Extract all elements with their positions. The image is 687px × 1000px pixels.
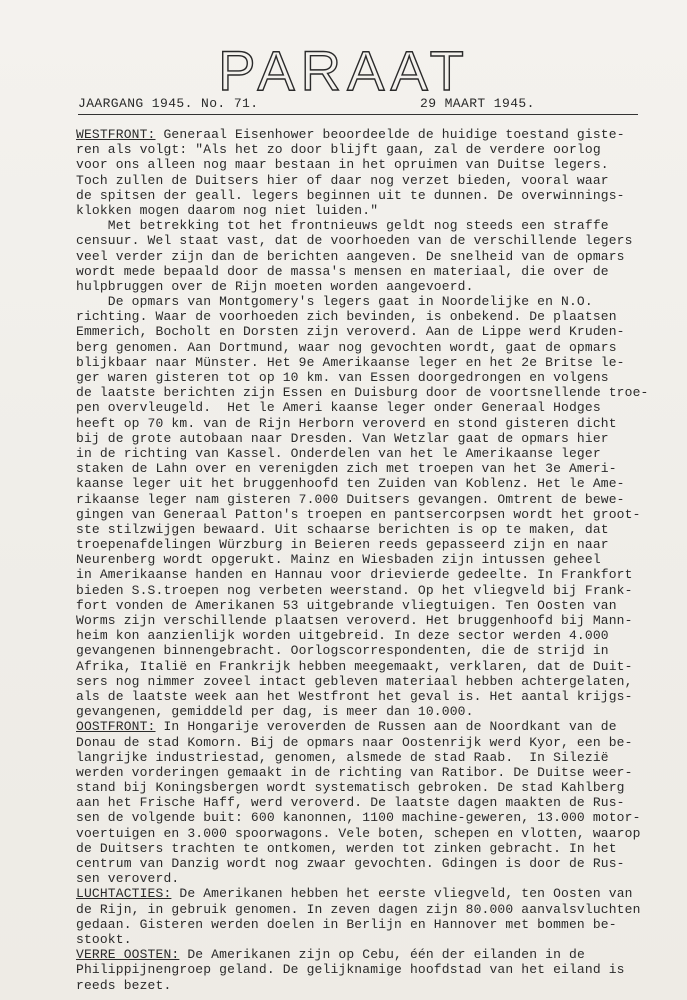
line-text: klokken mogen daarom nog niet luiden." <box>76 202 379 218</box>
line-text: centrum van Danzig wordt nog zwaar gevochten. Gdingen is door de Rus- <box>76 856 625 871</box>
line-text: ren als volgt: "Als het zo door blijft gaan, zal de verdere oorlog <box>76 142 601 158</box>
section-heading: LUCHTACTIES: <box>76 886 172 902</box>
line-text: kaanse leger uit het bruggenhoofd ten Zuiden van Koblenz. Het le Ame- <box>76 476 625 492</box>
line-text: Neurenberg wordt opgerukt. Mainz en Wiesbaden zijn intussen geheel <box>76 552 601 568</box>
text-line <box>76 902 656 917</box>
text-line <box>76 385 656 400</box>
line-text: Emmerich, Bocholt en Dorsten zijn veroverd. Aan de Lippe werd Kruden- <box>76 324 625 340</box>
line-text: hulpbruggen over de Rijn moeten worden aangevoerd. <box>76 278 474 294</box>
text-line <box>76 294 656 309</box>
text-line <box>76 218 656 233</box>
line-text: in Amerikaanse handen en Hannau voor drievierde gedeelte. In Frankfort <box>76 567 633 583</box>
line-text: wordt mede bepaald door de massa's mensen en materiaal, die over de <box>76 263 609 279</box>
text-line <box>76 279 656 294</box>
text-line <box>76 674 656 689</box>
text-line <box>76 431 656 446</box>
text-line <box>76 340 656 355</box>
text-line <box>76 932 656 947</box>
line-text: veel verder zijn dan de berichten aangeven. De snelheid van de opmars <box>76 248 625 264</box>
text-line <box>76 598 656 613</box>
issue-date: 29 MAART 1945. <box>420 96 535 111</box>
line-text: Philippijnengroep geland. De gelijknamige hoofdstad van het eiland is <box>76 962 625 978</box>
text-line <box>76 552 656 567</box>
line-text: staken de Lahn over en verenigden zich met troepen van het 3e Ameri- <box>76 461 617 477</box>
text-line <box>76 446 656 461</box>
line-text: reeds bezet. <box>76 977 172 993</box>
text-line <box>76 978 656 993</box>
text-line <box>76 309 656 324</box>
line-text: ste stilzwijgen bewaard. Uit schaarse berichten is op te maken, dat <box>76 521 609 537</box>
line-text: richting. Waar de voorhoeden zich bevinden, is onbekend. De plaatsen <box>76 309 617 325</box>
line-text: de Rijn, in gebruik genomen. In zeven dagen zijn 80.000 aanvalsvluchten <box>76 901 641 917</box>
line-text: fort vonden de Amerikanen 53 uitgebrande vliegtuigen. Ten Oosten van <box>76 597 617 613</box>
text-line <box>76 400 656 415</box>
text-line <box>76 461 656 476</box>
text-line <box>76 613 656 628</box>
text-line <box>76 826 656 841</box>
text-line <box>76 689 656 704</box>
section-luchtacties <box>76 886 656 947</box>
text-line <box>76 203 656 218</box>
text-line <box>76 507 656 522</box>
line-text: de laatste berichten zijn Essen en Duisburg door de voortsnellende troe- <box>76 385 649 401</box>
masthead-title: PARAAT <box>217 40 470 98</box>
line-text: heeft op 70 km. van de Rijn Herborn veroverd en stond gisteren dicht <box>76 415 617 431</box>
line-text: gevangenen binnengebracht. Oorlogscorrespondenten, die de strijd in <box>76 643 609 659</box>
text-line <box>76 324 656 339</box>
text-line <box>76 188 656 203</box>
line-text: in de richting van Kassel. Onderdelen van het le Amerikaanse leger <box>76 445 601 461</box>
line-text: In Hongarije veroverden de Russen aan de Noordkant van de <box>155 719 617 735</box>
text-line <box>76 157 656 172</box>
text-line <box>76 370 656 385</box>
text-line <box>76 917 656 932</box>
text-line <box>76 567 656 582</box>
masthead-logo <box>174 40 514 98</box>
line-text: werden vorderingen gemaakt in de richting van Ratibor. De Duitse weer- <box>76 764 633 780</box>
text-line <box>76 173 656 188</box>
line-text: rikaanse leger nam gisteren 7.000 Duitsers gevangen. Omtrent de bewe- <box>76 491 625 507</box>
text-line <box>76 856 656 871</box>
text-line <box>76 416 656 431</box>
article-body <box>76 127 656 993</box>
line-text: Met betrekking tot het frontnieuws geldt nog steeds een straffe <box>76 218 609 234</box>
line-text: langrijke industriestad, genomen, alsmede de stad Raab. In Silezië <box>76 749 609 765</box>
section-heading: WESTFRONT: <box>76 127 156 142</box>
section-heading: VERRE OOSTEN: <box>76 947 180 963</box>
text-line <box>76 583 656 598</box>
line-text: heim kon aanzienlijk worden uitgebreid. In deze sector werden 4.000 <box>76 628 609 644</box>
line-text: gedaan. Gisteren werden doelen in Berlijn en Hannover met bommen be- <box>76 916 617 932</box>
line-text: ger waren gisteren tot op 10 km. van Essen doorgedrongen en volgens <box>76 370 609 385</box>
line-text: Generaal Eisenhower beoordeelde de huidige toestand giste- <box>155 127 625 142</box>
text-line <box>76 841 656 856</box>
text-line <box>76 628 656 643</box>
text-line <box>76 704 656 719</box>
text-line <box>76 643 656 658</box>
text-line <box>76 264 656 279</box>
section-westfront <box>76 127 656 719</box>
section-heading: OOSTFRONT: <box>76 719 156 735</box>
line-text: Donau de stad Komorn. Bij de opmars naar Oostenrijk werd Kyor, een be- <box>76 734 633 750</box>
line-text: stand bij Koningsbergen wordt systematisch gebroken. De stad Kahlberg <box>76 780 625 796</box>
text-line <box>76 962 656 977</box>
line-text: sers nog nimmer zoveel intact gebleven materiaal hebben achtergelaten, <box>76 673 633 689</box>
text-line <box>76 750 656 765</box>
line-text: voor ons alleen nog maar bestaan in het opruimen van Duitse legers. <box>76 157 609 173</box>
text-line <box>76 886 656 901</box>
line-text: De Amerikanen hebben het eerste vliegveld, ten Oosten van <box>171 886 633 902</box>
line-text: bieden S.S.troepen nog verbeten weerstand. Op het vliegveld bij Frank- <box>76 582 633 598</box>
line-text: Afrika, Italië en Frankrijk hebben meegemaakt, verklaren, dat de Duit- <box>76 658 633 674</box>
masthead <box>0 40 687 98</box>
text-line <box>76 947 656 962</box>
issue-number: JAARGANG 1945. No. 71. <box>78 96 259 111</box>
line-text: sen de volgende buit: 600 kanonnen, 1100 machine-geweren, 13.000 motor- <box>76 810 641 826</box>
text-line <box>76 810 656 825</box>
line-text: sen veroverd. <box>76 871 180 887</box>
text-line <box>76 795 656 810</box>
line-text: pen overvleugeld. Het le Ameri kaanse leger onder Generaal Hodges <box>76 400 601 416</box>
line-text: de spitsen der geall. legers beginnen uit te dunnen. De overwinnings- <box>76 187 625 203</box>
text-line <box>76 659 656 674</box>
line-text: bij de grote autobaan naar Dresden. Van Wetzlar gaat de opmars hier <box>76 430 609 446</box>
line-text: De Amerikanen zijn op Cebu, één der eilanden in de <box>179 947 585 963</box>
text-line <box>76 127 656 142</box>
text-line <box>76 537 656 552</box>
line-text: Toch zullen de Duitsers hier of daar nog verzet bieden, vooral waar <box>76 172 609 188</box>
text-line <box>76 355 656 370</box>
text-line <box>76 719 656 734</box>
text-line <box>76 765 656 780</box>
line-text: aan het Frische Haff, werd veroverd. De laatste dagen maakten de Rus- <box>76 795 625 811</box>
line-text: troepenafdelingen Würzburg in Beieren reeds gepasseerd zijn en naar <box>76 537 609 553</box>
text-line <box>76 476 656 491</box>
line-text: blijkbaar naar Münster. Het 9e Amerikaanse leger en het 2e Britse le- <box>76 354 625 370</box>
text-line <box>76 492 656 507</box>
text-line <box>76 780 656 795</box>
line-text: censuur. Wel staat vast, dat de voorhoeden van de verschillende legers <box>76 233 633 249</box>
line-text: De opmars van Montgomery's legers gaat in Noordelijke en N.O. <box>76 294 593 310</box>
line-text: berg genomen. Aan Dortmund, waar nog gevochten wordt, gaat de opmars <box>76 339 617 355</box>
text-line <box>76 871 656 886</box>
text-line <box>76 249 656 264</box>
line-text: voertuigen en 3.000 spoorwagons. Vele boten, schepen en vlotten, waarop <box>76 825 641 841</box>
line-text: Worms zijn verschillende plaatsen veroverd. Het bruggenhoofd bij Mann- <box>76 613 633 628</box>
section-oostfront <box>76 719 656 886</box>
line-text: als de laatste week aan het Westfront het geval is. Het aantal krijgs- <box>76 688 633 704</box>
text-line <box>76 233 656 248</box>
dateline <box>78 96 638 115</box>
text-line <box>76 735 656 750</box>
line-text: stookt. <box>76 931 132 947</box>
line-text: gingen van Generaal Patton's troepen en pantsercorpsen wordt het groot- <box>76 506 641 522</box>
text-line <box>76 142 656 157</box>
line-text: de Duitsers trachten te ontkomen, werden tot zinken gebracht. In het <box>76 840 617 856</box>
line-text: gevangenen, gemiddeld per dag, is meer dan 10.000. <box>76 704 474 720</box>
section-verre-oosten <box>76 947 656 993</box>
text-line <box>76 522 656 537</box>
